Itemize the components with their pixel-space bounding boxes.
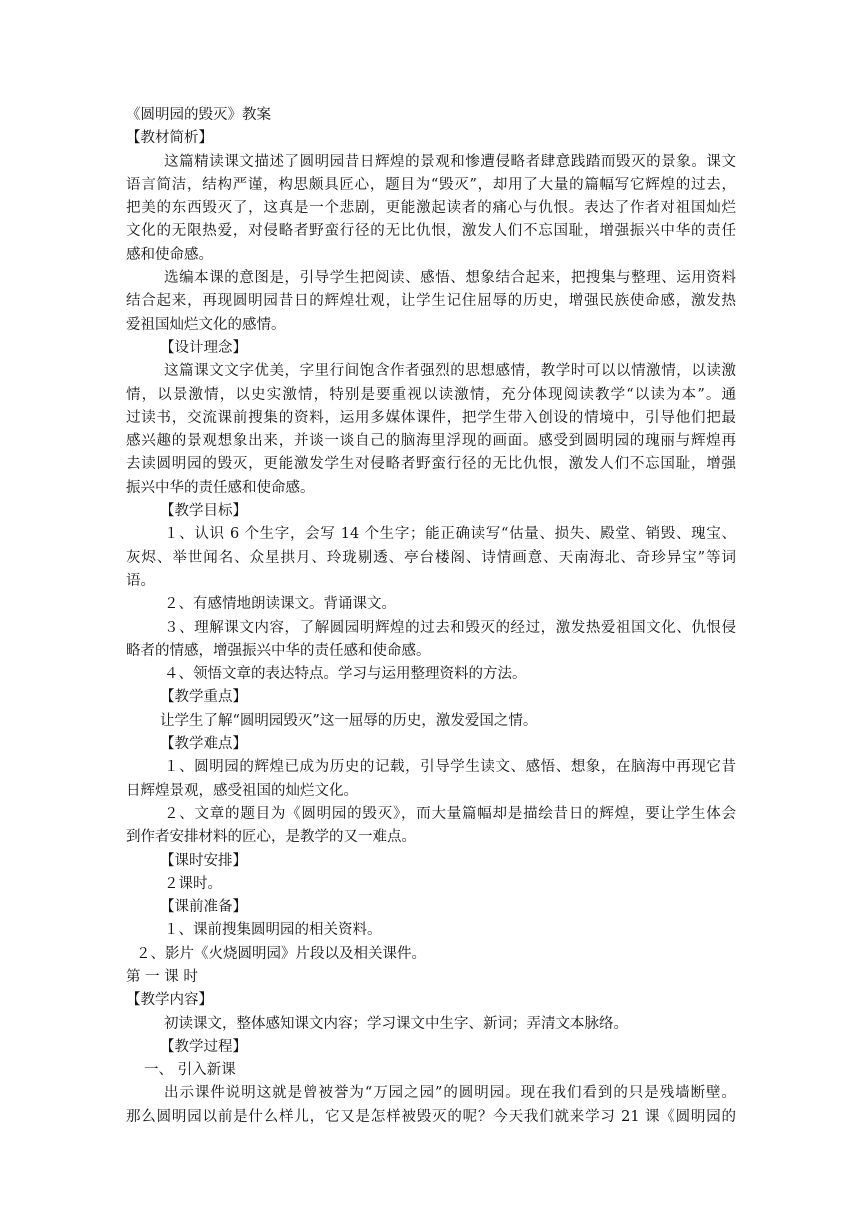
text-line: 日辉煌景观，感受祖国的灿烂文化。: [126, 782, 358, 799]
text-line: 灰烬、举世闻名、众星拱月、玲珑剔透、亭台楼阁、诗情画意、天南海北、奇珍异宝”等词: [126, 549, 736, 566]
text-line: 一、 引入新课: [144, 1062, 236, 1079]
text-line: 【教学内容】: [126, 992, 213, 1009]
text-line: 【课前准备】: [160, 899, 247, 916]
text-line: ２课时。: [164, 875, 222, 892]
text-line: 《圆明园的毁灭》教案: [126, 107, 271, 123]
text-line: 语。: [126, 572, 155, 589]
text-line: ４、领悟文章的表达特点。学习与运用整理资料的方法。: [164, 666, 527, 683]
text-line: 【教学目标】: [160, 503, 247, 520]
text-line: 那么圆明园以前是什么样儿，它又是怎样被毁灭的呢？今天我们就来学习 21 课《圆明园的: [126, 1108, 736, 1125]
text-line: 这篇课文文字优美，字里行间饱含作者强烈的思想感情，教学时可以以情激情，以读激: [164, 363, 736, 380]
text-line: 出示课件说明这就是曾被誉为“万园之园”的圆明园。现在我们看到的只是残墙断壁。: [164, 1085, 736, 1102]
text-line: 【课时安排】: [160, 852, 247, 869]
text-line: 去读圆明园的毁灭，更能激发学生对侵略者野蛮行径的无比仇恨，激发人们不忘国耻，增强: [126, 456, 736, 473]
text-line: 【设计理念】: [160, 339, 247, 356]
text-line: ２、影片《火烧圆明园》片段以及相关课件。: [136, 945, 426, 962]
text-line: 感和使命感。: [126, 246, 213, 263]
text-line: 感兴趣的景观想象出来，并谈一谈自己的脑海里浮现的画面。感受到圆明园的瑰丽与辉煌再: [126, 433, 736, 450]
text-line: 过读书，交流课前搜集的资料，运用多媒体课件，把学生带入创设的情境中，引导他们把最: [126, 409, 736, 426]
text-line: 到作者安排材料的匠心，是教学的又一难点。: [126, 829, 416, 846]
text-line: 情，以景激情，以史实激情，特别是要重视以读激情，充分体现阅读教学“以读为本”。通: [126, 386, 736, 403]
text-line: ２、有感情地朗读课文。背诵课文。: [164, 596, 396, 613]
text-line: 略者的情感，增强振兴中华的责任感和使命感。: [126, 642, 431, 659]
text-line: １、认识 6 个生字，会写 14 个生字；能正确读写“估量、损失、殿堂、销毁、瑰宝、: [164, 526, 736, 543]
text-line: 第 一 课 时: [126, 968, 198, 985]
text-line: 这篇精读课文描述了圆明园昔日辉煌的景观和惨遭侵略者肆意践踏而毁灭的景象。课文: [164, 153, 736, 170]
text-line: ３、理解课文内容，了解圆园明辉煌的过去和毁灭的经过，激发热爱祖国文化、仇恨侵: [164, 619, 736, 636]
text-line: 选编本课的意图是，引导学生把阅读、感悟、想象结合起来，把搜集与整理、运用资料: [164, 270, 736, 287]
text-line: 【教材简析】: [126, 130, 213, 147]
text-line: １、课前搜集圆明园的相关资料。: [164, 922, 382, 939]
text-line: 【教学过程】: [160, 1038, 247, 1055]
text-line: 语言简洁，结构严谨，构思颇具匠心，题目为“毁灭”，却用了大量的篇幅写它辉煌的过去，: [126, 176, 736, 193]
text-line: 【教学重点】: [160, 689, 247, 706]
text-line: 振兴中华的责任感和使命感。: [126, 479, 315, 496]
text-line: ２、文章的题目为《圆明园的毁灭》，而大量篇幅却是描绘昔日的辉煌，要让学生体会: [164, 805, 736, 822]
text-line: 爱祖国灿烂文化的感情。: [126, 316, 286, 333]
text-line: 文化的无限热爱，对侵略者野蛮行径的无比仇恨，激发人们不忘国耻，增强振兴中华的责任: [126, 223, 736, 240]
text-line: 把美的东西毁灭了，这真是一个悲剧，更能激起读者的痛心与仇恨。表达了作者对祖国灿烂: [126, 200, 736, 217]
text-line: １、圆明园的辉煌已成为历史的记载，引导学生读文、感悟、想象，在脑海中再现它昔: [164, 759, 736, 776]
text-line: 初读课文，整体感知课文内容；学习课文中生字、新词；弄清文本脉络。: [164, 1015, 628, 1032]
text-line: 结合起来，再现圆明园昔日的辉煌壮观，让学生记住屈辱的历史，增强民族使命感，激发热: [126, 293, 736, 310]
text-line: 让学生了解“圆明园毁灭”这一屈辱的历史，激发爱国之情。: [160, 712, 538, 729]
text-line: 【教学难点】: [160, 736, 247, 753]
